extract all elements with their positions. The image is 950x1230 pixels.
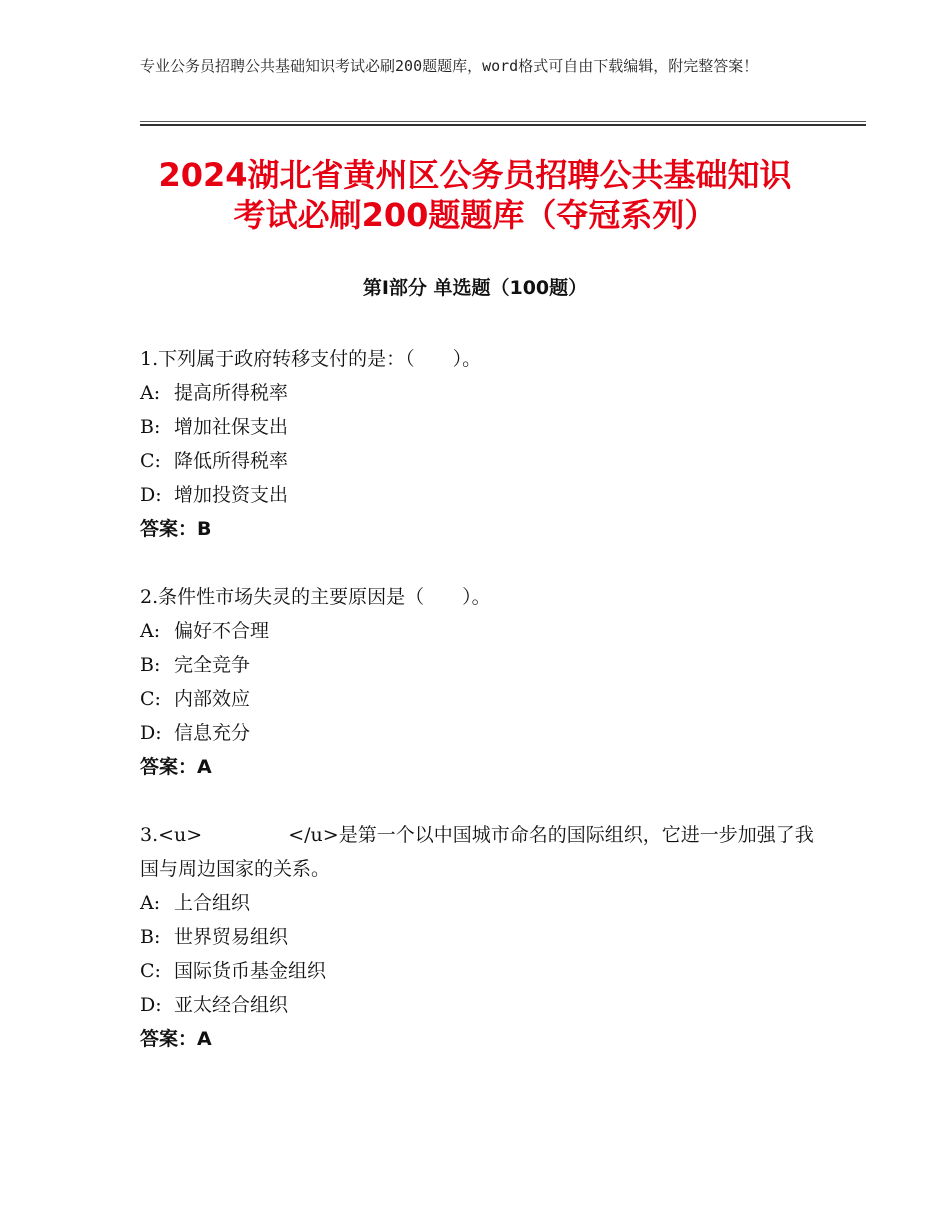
header-divider-thin	[140, 121, 866, 122]
option-key: A:	[140, 892, 161, 914]
option-a	[140, 376, 820, 410]
option-b	[140, 920, 820, 954]
header-divider-thick	[140, 124, 866, 126]
header-note: 专业公务员招聘公共基础知识考试必刷200题题库，word格式可自由下载编辑，附完整答案！	[140, 57, 759, 75]
option-c	[140, 682, 820, 716]
document-title	[100, 155, 850, 235]
question-stem	[140, 818, 820, 886]
option-text: 信息充分	[174, 722, 251, 744]
option-c	[140, 954, 820, 988]
option-text: 提高所得税率	[174, 382, 289, 404]
answer-label: 答案：A	[140, 756, 212, 778]
option-key: C:	[140, 960, 161, 982]
option-key: B:	[140, 654, 161, 676]
answer-label: 答案：B	[140, 518, 212, 540]
question-stem: 2.条件性市场失灵的主要原因是（ ）。	[140, 586, 491, 608]
question-stem: 1.下列属于政府转移支付的是：（ ）。	[140, 348, 482, 370]
option-text: 内部效应	[174, 688, 251, 710]
option-key: D:	[140, 994, 162, 1016]
option-key: A:	[140, 382, 161, 404]
option-text: 国际货币基金组织	[174, 960, 327, 982]
option-key: B:	[140, 926, 161, 948]
option-d	[140, 716, 820, 750]
option-text: 完全竞争	[174, 654, 251, 676]
option-a	[140, 886, 820, 920]
option-text: 亚太经合组织	[174, 994, 289, 1016]
question-1	[140, 342, 820, 546]
option-text: 偏好不合理	[174, 620, 270, 642]
option-text: 增加投资支出	[174, 484, 289, 506]
question-2	[140, 580, 820, 784]
option-key: C:	[140, 450, 161, 472]
option-a	[140, 614, 820, 648]
option-text: 世界贸易组织	[174, 926, 289, 948]
option-d	[140, 478, 820, 512]
option-key: D:	[140, 722, 162, 744]
section-title: 第I部分 单选题（100题）	[362, 277, 588, 299]
option-key: C:	[140, 688, 161, 710]
option-text: 上合组织	[174, 892, 251, 914]
option-text: 增加社保支出	[174, 416, 289, 438]
option-key: A:	[140, 620, 161, 642]
question-list	[140, 342, 820, 1090]
title-line-1: 2024湖北省黄州区公务员招聘公共基础知识	[158, 156, 792, 194]
question-stem-prefix: 3.<u>	[140, 824, 203, 846]
question-stem-suffix: </u>是第一个以中国城市命名的国际组织，它进一步加强了我国与周边国家的关系。	[140, 824, 814, 880]
answer-label: 答案：A	[140, 1028, 212, 1050]
option-b	[140, 648, 820, 682]
title-line-2: 考试必刷200题题库（夺冠系列）	[233, 196, 717, 234]
option-key: D:	[140, 484, 162, 506]
option-c	[140, 444, 820, 478]
option-d	[140, 988, 820, 1022]
question-3	[140, 818, 820, 1056]
option-key: B:	[140, 416, 161, 438]
option-b	[140, 410, 820, 444]
option-text: 降低所得税率	[174, 450, 289, 472]
